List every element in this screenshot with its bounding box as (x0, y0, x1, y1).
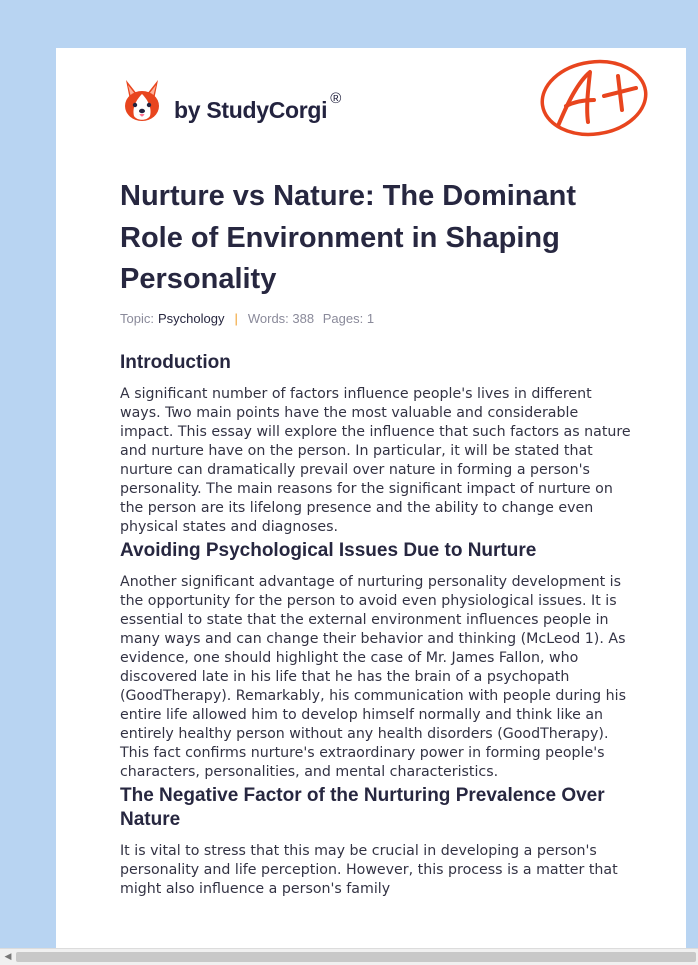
pages-label: Pages: (322, 310, 364, 326)
topic-link[interactable]: Psychology (157, 310, 225, 326)
registered-mark: ® (330, 90, 342, 107)
section-body-negative-factor: It is vital to stress that this may be crucial in developing a person's personality and life perception. However, this process is a matter that might also influence a person's family (120, 842, 618, 897)
document-content (120, 176, 632, 899)
document-title: Nurture vs Nature: The Dominant Role of Environment in Shaping Personality (120, 180, 576, 295)
words-label: Words: (247, 310, 289, 326)
brand-name: by StudyCorgi (174, 96, 328, 123)
scroll-left-arrow-icon[interactable]: ◀ (4, 952, 12, 962)
scroll-thumb[interactable] (16, 952, 696, 962)
section-heading-avoiding-issues: Avoiding Psychological Issues Due to Nurture (120, 539, 537, 561)
corgi-logo-icon (122, 78, 162, 122)
pages-value: 1 (366, 310, 375, 326)
words-value: 388 (292, 310, 315, 326)
section-heading-introduction: Introduction (120, 351, 231, 373)
meta-separator: | (234, 310, 238, 326)
document-page (56, 48, 686, 950)
document-meta (120, 311, 632, 326)
topic-label: Topic: (120, 310, 154, 326)
section-heading-negative-factor: The Negative Factor of the Nurturing Prevalence Over Nature (120, 784, 605, 830)
section-body-introduction: A significant number of factors influence people's lives in different ways. Two main points have the most valuable and considerable impact. This essay will explore the influence that such factors as nature and nurture have on the person. In particular, it will be stated that nurture can dramatically prevail over nature in forming a person's personality. The main reasons for the significant impact of nurture on the person are its lifelong presence and the ability to change even physical states and diagnoses. (120, 385, 631, 535)
brand-header[interactable] (122, 76, 341, 124)
section-body-avoiding-issues: Another significant advantage of nurturing personality development is the opportunity for the person to avoid even physiological issues. It is essential to state that the external environment influences people in many ways and can change their behavior and thinking (McLeod 1). As evidence, one should highlight the case of Mr. James Fallon, who discovered late in his life that he has the brain of a psychopath (GoodTherapy). Remarkably, his communication with people during his entire life allowed him to develop himself normally and think like an entirely healthy person without any health disorders (GoodTherapy). This fact confirms nurture's extraordinary power in forming people's characters, personalities, and mental characteristics. (120, 573, 626, 780)
a-plus-grade-icon (538, 58, 650, 140)
horizontal-scrollbar[interactable] (0, 948, 698, 965)
